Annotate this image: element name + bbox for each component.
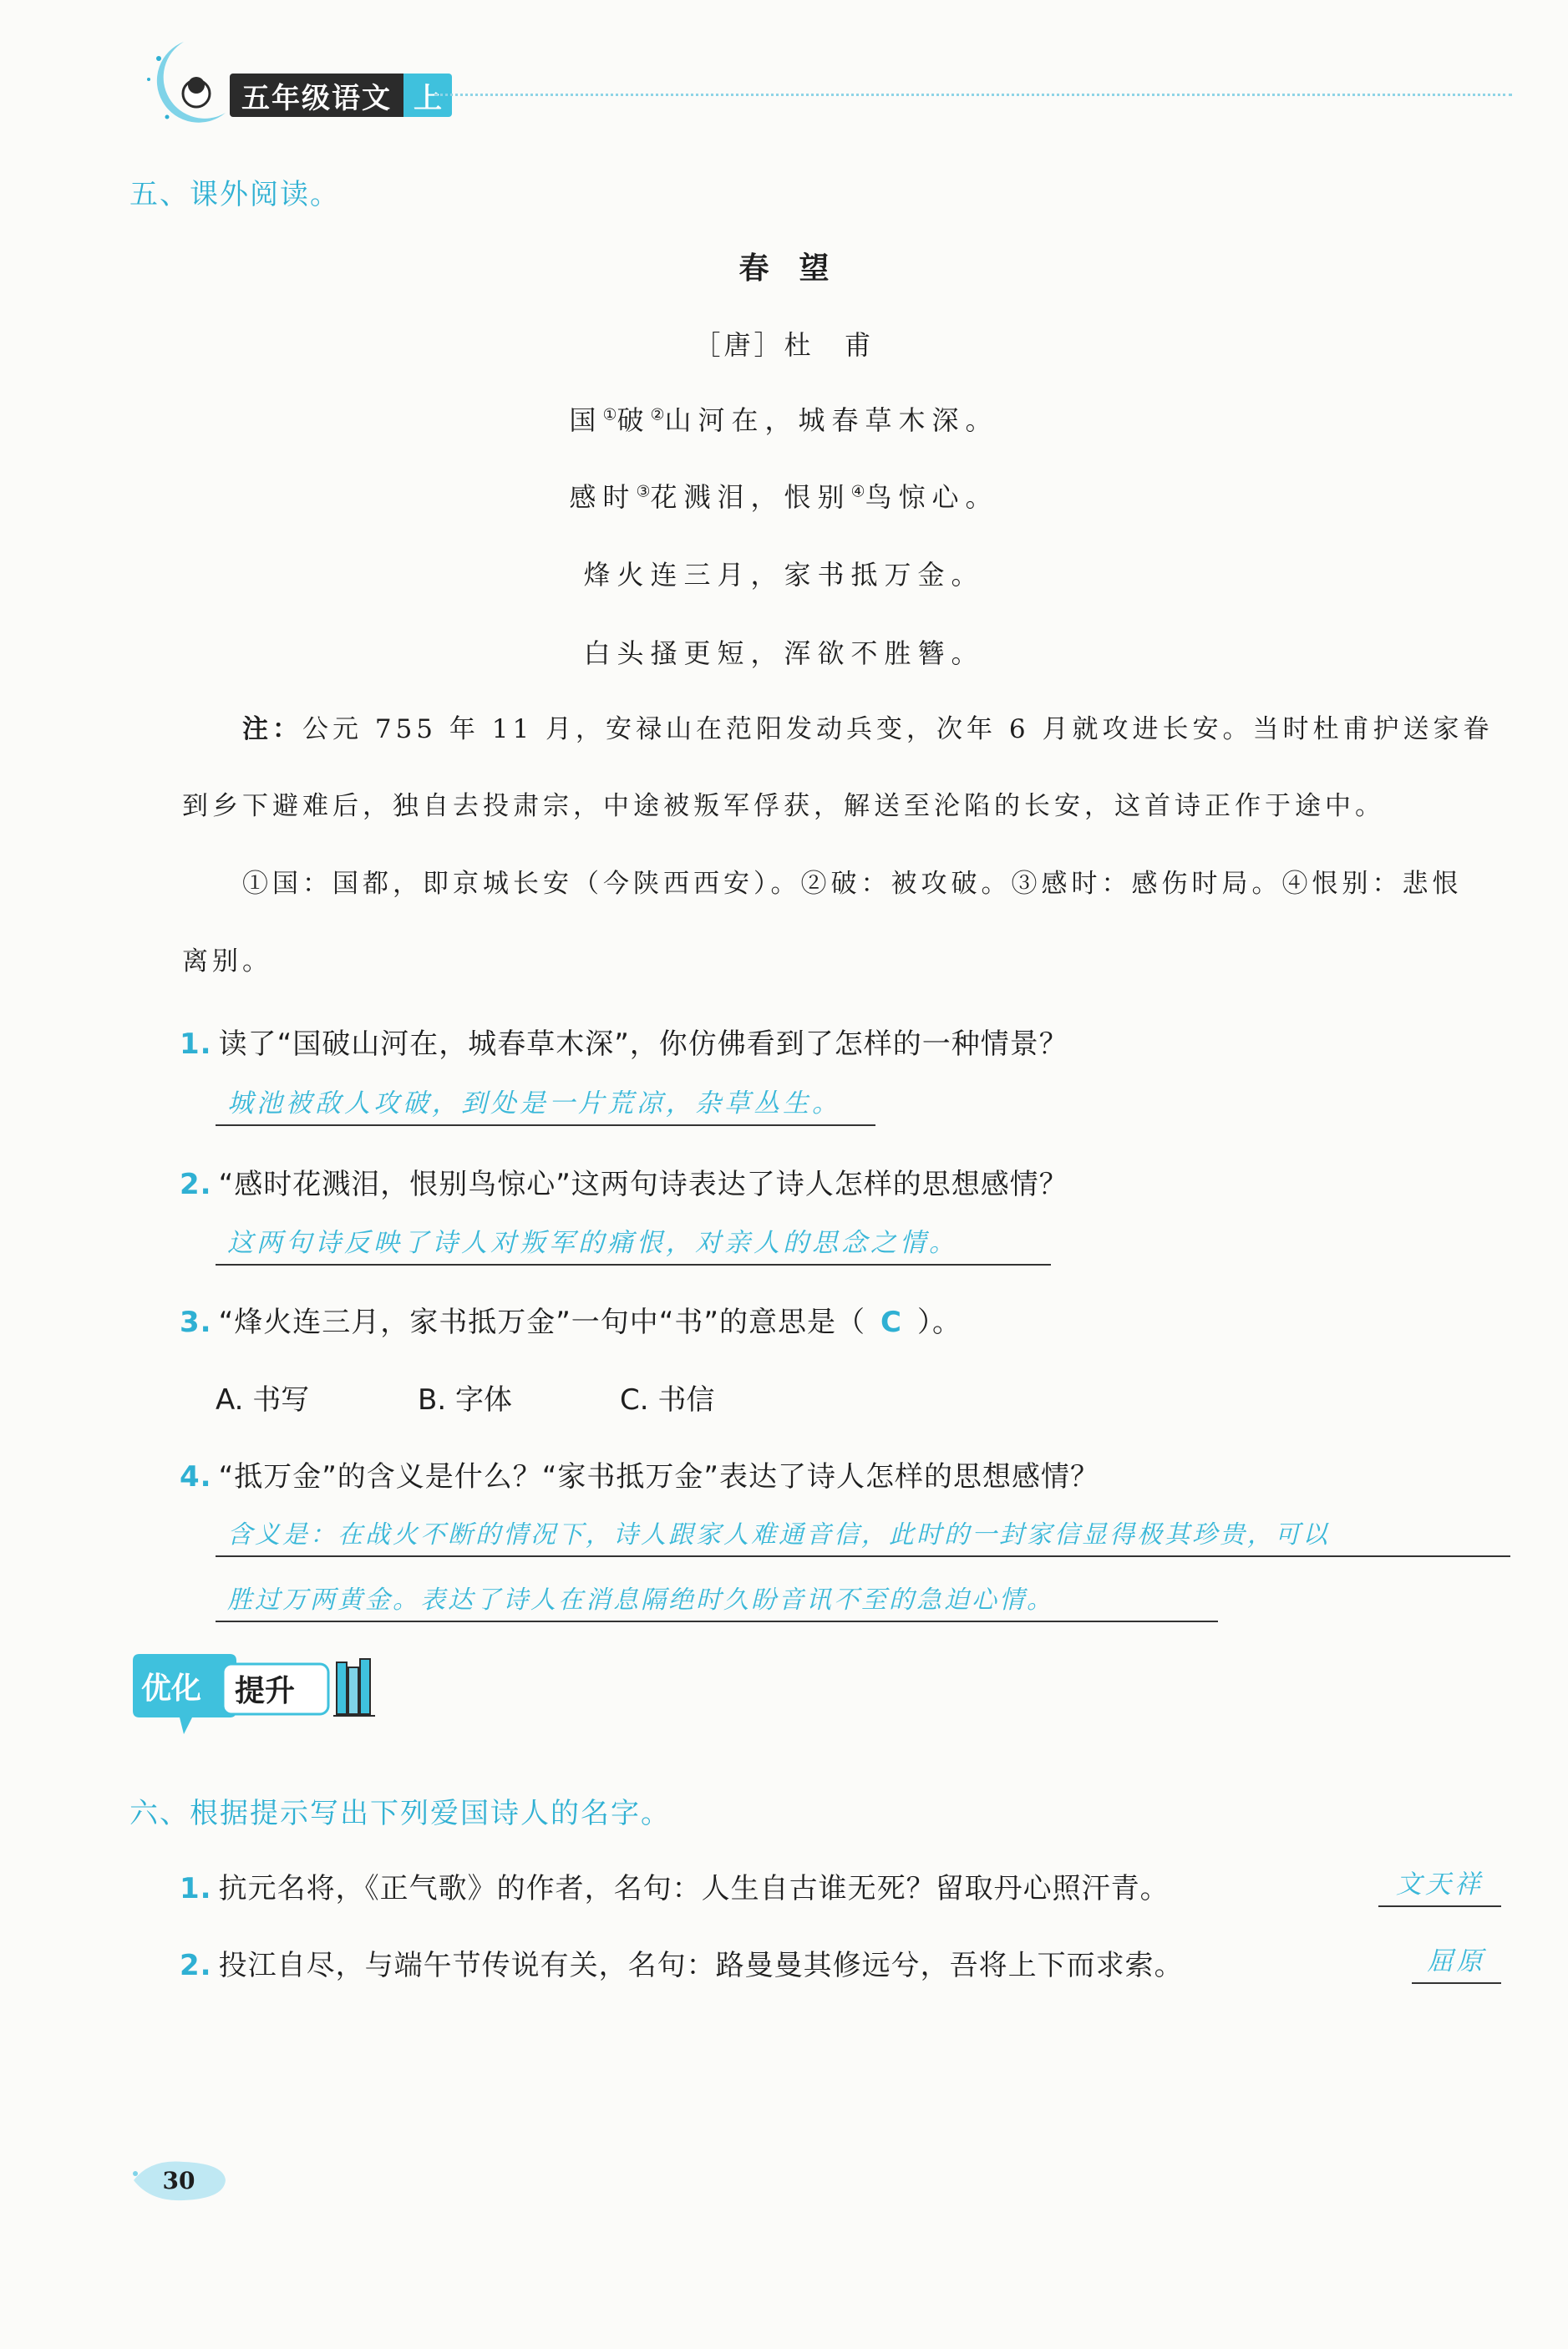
book-title: 五年级语文: [230, 74, 403, 117]
poem-line-3: 烽火连三月，家书抵万金。: [583, 559, 985, 591]
answer-4-line-1: 含义是：在战火不断的情况下，诗人跟家人难通音信，此时的一封家信显得极其珍贵，可以: [216, 1514, 1510, 1557]
option-b: B. 字体: [418, 1383, 512, 1417]
optimize-improve-banner: [129, 1652, 388, 1744]
gloss-line-2: 离别。: [182, 946, 272, 977]
answer-3: C: [880, 1306, 902, 1339]
poem-line-2: 感时③花溅泪，恨别④鸟惊心。: [569, 481, 999, 513]
question-4: 4. “抵万金”的含义是什么？“家书抵万金”表达了诗人怎样的思想感情？: [180, 1460, 1100, 1494]
poem-title: 春 望: [738, 251, 830, 286]
poem-line-1: 国①破②山河在，城春草木深。: [569, 404, 999, 436]
books-icon: [333, 1659, 375, 1716]
poem-line-4: 白头搔更短，浑欲不胜簪。: [583, 637, 985, 669]
poet-question-1: 1. 抗元名将，《正气歌》的作者，名句：人生自古谁无死？留取丹心照汗青。: [180, 1872, 1170, 1905]
poet-question-2: 2. 投江自尽，与端午节传说有关，名句：路曼曼其修远兮，吾将上下而求索。: [180, 1949, 1184, 1982]
banner-left-text: 优化: [141, 1672, 202, 1706]
option-a: A. 书写: [216, 1383, 310, 1417]
page-number-badge: [125, 2155, 234, 2205]
question-3: 3. “烽火连三月，家书抵万金”一句中“书”的意思是（ C ）。: [180, 1306, 962, 1339]
note-label: 注：: [242, 714, 302, 744]
note-line-1: 注：公元 755 年 11 月，安禄山在范阳发动兵变，次年 6 月就攻进长安。当时杜甫护送家眷: [242, 714, 1494, 744]
note-line-2: 到乡下避难后，独自去投肃宗，中途被叛军俘获，解送至沦陷的长安，这首诗正作于途中。: [182, 791, 1385, 821]
banner-right-text: 提升: [235, 1674, 296, 1708]
gloss-line-1: ①国：国都，即京城长安（今陕西西安）。②破：被攻破。③感时：感伤时局。④恨别：悲恨: [242, 869, 1463, 899]
section-6-heading: 六、根据提示写出下列爱国诗人的名字。: [129, 1797, 671, 1830]
question-1: 1. 读了“国破山河在，城春草木深”，你仿佛看到了怎样的一种情景？: [180, 1027, 1068, 1061]
page-number: 30: [162, 2167, 195, 2194]
book-volume: 上: [403, 74, 452, 117]
poem-author: ［唐］杜 甫: [693, 329, 875, 361]
answer-1: 城池被敌人攻破，到处是一片荒凉，杂草丛生。: [216, 1082, 875, 1126]
question-2: 2. “感时花溅泪，恨别鸟惊心”这两句诗表达了诗人怎样的思想感情？: [180, 1168, 1068, 1201]
poet-answer-2: 屈原: [1412, 1940, 1501, 1984]
answer-4-line-2: 胜过万两黄金。表达了诗人在消息隔绝时久盼音讯不至的急迫心情。: [216, 1579, 1218, 1622]
option-c: C. 书信: [620, 1383, 715, 1417]
header-divider: [434, 94, 1512, 96]
poet-answer-1: 文天祥: [1378, 1863, 1501, 1907]
section-5-heading: 五、课外阅读。: [129, 178, 340, 211]
book-title-badge: [230, 74, 452, 117]
answer-2: 这两句诗反映了诗人对叛军的痛恨，对亲人的思念之情。: [216, 1221, 1051, 1266]
